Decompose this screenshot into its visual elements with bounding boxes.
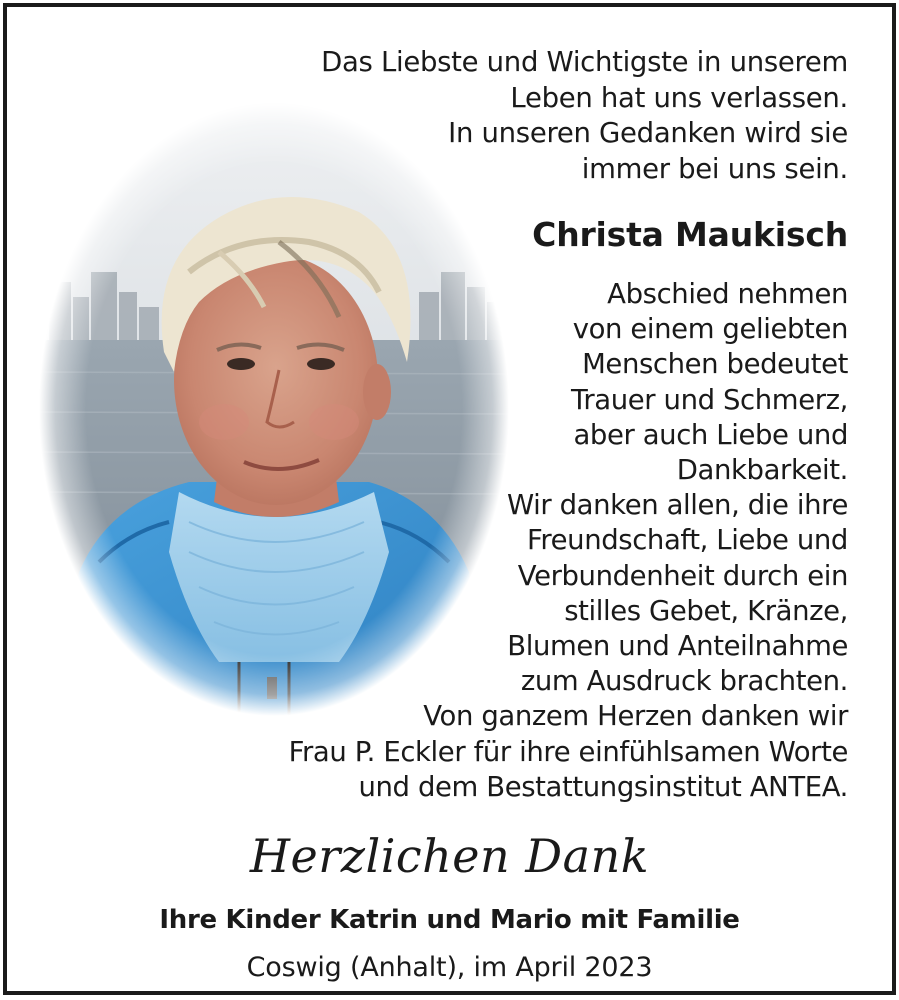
intro-line: In unseren Gedanken wird sie xyxy=(448,117,848,149)
intro-verse xyxy=(321,45,848,187)
intro-line: Leben hat uns verlassen. xyxy=(510,81,848,114)
body-line: zum Ausdruck brachten. xyxy=(520,665,848,698)
body-line: Abschied nehmen xyxy=(607,278,848,310)
intro-line: Das Liebste und Wichtigste in unserem xyxy=(321,46,848,78)
thanks-text xyxy=(289,277,848,805)
body-line: Frau P. Eckler für ihre einfühlsamen Worte xyxy=(288,735,848,768)
closing-script: Herzlichen Dank xyxy=(249,829,650,883)
body-line: Verbundenheit durch ein xyxy=(517,559,848,592)
signers: Ihre Kinder Katrin und Mario mit Familie xyxy=(159,905,740,935)
place-date: Coswig (Anhalt), im April 2023 xyxy=(246,952,653,983)
body-line: Menschen bedeutet xyxy=(582,348,848,381)
body-line: Von ganzem Herzen danken wir xyxy=(423,700,848,733)
body-line: Dankbarkeit. xyxy=(676,454,848,487)
body-line: stilles Gebet, Kränze, xyxy=(564,594,848,627)
body-line: Wir danken allen, die ihre xyxy=(506,489,848,522)
body-line: aber auch Liebe und xyxy=(573,418,848,451)
deceased-name: Christa Maukisch xyxy=(532,215,848,254)
body-line: Blumen und Anteilnahme xyxy=(507,630,848,663)
body-line: von einem geliebten xyxy=(572,313,848,346)
intro-line: immer bei uns sein. xyxy=(581,152,848,185)
body-line: Freundschaft, Liebe und xyxy=(526,524,848,557)
obituary-card xyxy=(3,3,896,995)
body-line: und dem Bestattungsinstitut ANTEA. xyxy=(358,770,848,803)
body-line: Trauer und Schmerz, xyxy=(571,383,848,416)
